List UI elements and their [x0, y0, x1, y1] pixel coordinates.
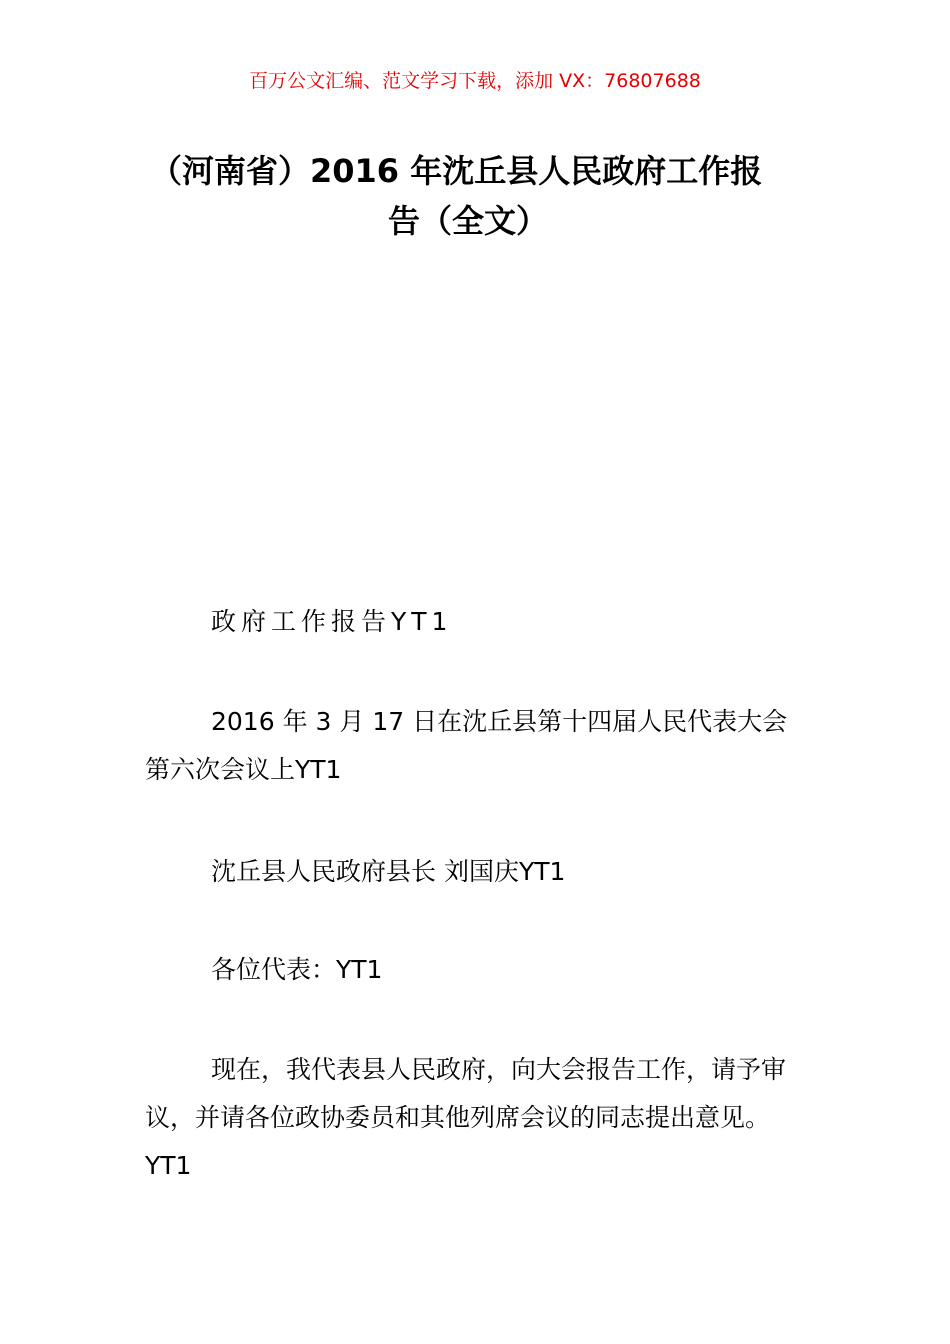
paragraph-speaker: 沈丘县人民政府县长 刘国庆YT1: [211, 857, 566, 886]
title-line-2: 告（全文）: [388, 202, 549, 240]
paragraph-salutation: 各位代表：YT1: [211, 955, 383, 984]
title-line-1: （河南省）2016 年沈丘县人民政府工作报: [150, 152, 763, 190]
paragraph-opening: 现在，我代表县人民政府，向大会报告工作，请予审议，并请各位政协委员和其他列席会议的同志提出意见。YT1: [145, 1055, 787, 1180]
document-title: [150, 146, 810, 246]
paragraph-report-heading: 政府工作报告YT1: [211, 607, 453, 636]
paragraph-meeting-date: 2016 年 3 月 17 日在沈丘县第十四届人民代表大会第六次会议上YT1: [145, 707, 788, 784]
header-promo-note: 百万公文汇编、范文学习下载，添加 VX：76807688: [249, 70, 701, 92]
